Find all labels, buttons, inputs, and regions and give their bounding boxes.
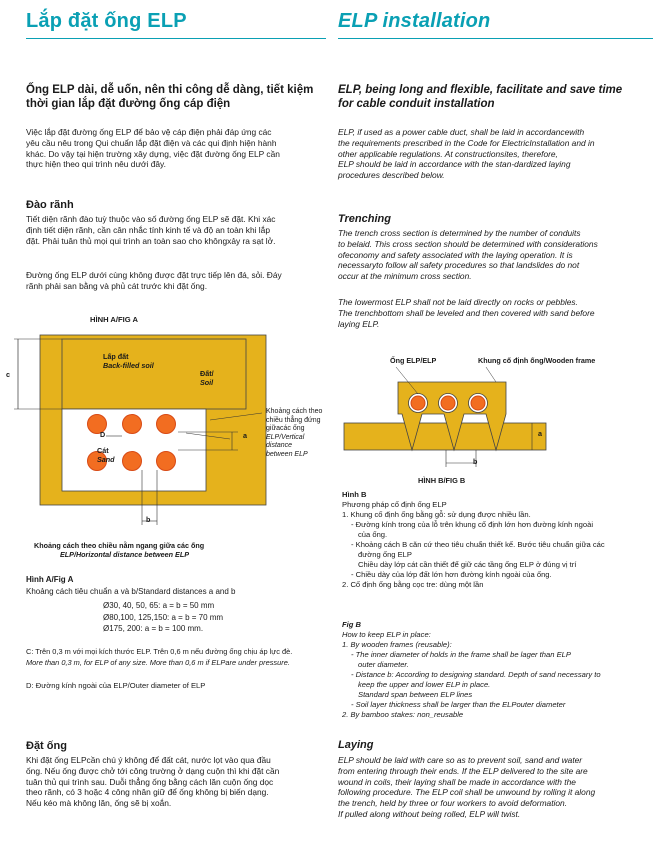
pipe	[123, 452, 142, 471]
right-title: ELP installation	[338, 10, 491, 32]
fig-a-desc: Khoảng cách tiêu chuẩn a và b/Standard distances a and b	[26, 587, 236, 596]
b-label: b	[146, 515, 151, 524]
pipe	[157, 415, 176, 434]
frame-pipe	[471, 396, 485, 410]
left-intro: Việc lắp đặt đường ống ELP để bảo vệ cáp điện phải đáp ứng các yêu cầu nêu trong Qui chuẩn lắp đặt điện và các qui định hiện hành khác. Do vậy tại hiện trường xây dựng, việc đặt đường ống ELP cần thực hiện theo qui trình nêu dưới đây.	[26, 127, 280, 170]
backfill-label: Lấp đất Back-filled soil	[103, 352, 154, 370]
fig-b-en-notes: Fig B How to keep ELP in place: 1. By wooden frames (reusable): - The inner diameter of holds in the frame shall be lager than ELP outer diameter. - Distance b: According to designing standard. Depth of sand necessary to keep the upper and lower ELP in place. Standard span between ELP lines - Soil layer thickness shall be larger than the ELPouter diameter 2. By bamboo stakes: non_reusable	[342, 620, 601, 719]
soil-label: Đất/ Soil	[200, 369, 214, 387]
fig-b-diagram	[336, 350, 566, 475]
standards-list: Ø30, 40, 50, 65: a = b = 50 mm Ø80,100, 125,150: a = b = 70 mm Ø175, 200: a = b = 100 mm.	[103, 601, 224, 633]
right-intro: ELP, if used as a power cable duct, shall be laid in accordancewith the requirements prescribed in the Code for ElectricInstallation and in other applicable regulations. At constructionsites, therefore, ELP should be laid in accordance with the stan-dardized laying procedures described below.	[338, 127, 595, 181]
left-laying-heading: Đặt ống	[26, 740, 67, 752]
left-title-rule	[26, 38, 326, 39]
left-title: Lắp đặt ống ELP	[26, 10, 187, 32]
note-c: C: Trên 0,3 m với mọi kích thước ELP. Trên 0,6 m nếu đường ống chịu áp lực đè. More than 0,3 m, for ELP of any size. More than 0,6 m if ELPare under pressure.	[26, 647, 293, 667]
fig-b-vi-notes: Hình B Phương pháp cố định ống ELP 1. Khung cố định ống bằng gỗ: sử dụng được nhiều lần. - Đường kính trong của lỗ trên khung cố định lớn hơn đường kính ngoài của ống. - Khoảng cách B căn cứ theo tiêu chuẩn thiết kế. Bước tiêu chuẩn giữa các đường ống ELP Chiều dày lớp cát cần thiết để giữ các tầng ống ELP ở đúng vị trí - Chiều dày của lớp đất lớn hơn đường kính ngoài của ống. 2. Cố định ống bằng cọc tre: dùng một lần	[342, 490, 605, 589]
right-laying-text: ELP should be laid with care so as to prevent soil, sand and water from entering through their ends. If the ELP delivered to the site are wound in coils, their laying shall be made in accordance with the following procedure. The ELP coil shall be unwound by rolling it along the trench, held by three or four workers to avoid deformation. If pulled along without being rolled, ELP will twist.	[338, 755, 596, 819]
fig-b-title: HÌNH B/FIG B	[418, 476, 466, 485]
vertical-distance-note: Khoảng cách theo chiều thẳng đứng giữacác ống ELP/Vertical distance between ELP	[266, 408, 323, 458]
pipe-label: Ống ELP/ELP	[390, 356, 437, 365]
fig-b-b-label: b	[473, 457, 478, 466]
left-subtitle: Ống ELP dài, dễ uốn, nên thi công dễ dàng, tiết kiệm thời gian lắp đặt đường ống cáp điện	[26, 84, 314, 110]
right-trench-heading: Trenching	[338, 213, 391, 225]
right-title-rule	[338, 38, 653, 39]
frame-pipe	[411, 396, 425, 410]
pipe	[123, 415, 142, 434]
fig-a-caption: Hình A/Fig A	[26, 575, 74, 584]
left-trench-text: Tiết diện rãnh đào tuỳ thuộc vào số đường ống ELP sẽ đặt. Khi xác định tiết diện rãnh, cần cân nhắc tính kinh tế và độ an toàn khi lắp đặt. Phải tuân thủ mọi qui trình an toàn sao cho khôngxảy ra sạt lở.	[26, 214, 276, 246]
left-laying-text: Khi đặt ống ELPcần chú ý không để đất cát, nước lọt vào qua đầu ống. Nếu ống được chở tới công trường ở dạng cuộn thì khi đặt cần tuân thủ qui trình sau. Duỗi thẳng ống bằng cách lăn cuộn ống dọc theo rãnh, có 3 hoặc 4 công nhân giữ để ống không bị biến dạng. Nếu kéo mà không lăn, ống sẽ bị xoắn.	[26, 755, 280, 809]
a-label: a	[243, 431, 247, 440]
right-trench-text-2: The lowermost ELP shall not be laid directly on rocks or pebbles. The trenchbottom shall be leveled and then covered with sand before laying ELP.	[338, 297, 595, 329]
backfill-area	[62, 339, 246, 409]
left-trench-heading: Đào rãnh	[26, 199, 74, 211]
frame-pipe	[441, 396, 455, 410]
horizontal-distance-note: Khoảng cách theo chiều nằm ngang giữa các ống ELP/Horizontal distance between ELP	[34, 541, 205, 559]
frame-label: Khung cố định ống/Wooden frame	[478, 356, 596, 365]
c-label: c	[6, 370, 10, 379]
fig-b-a-label: a	[538, 429, 542, 438]
right-trench-text: The trench cross section is determined by the number of conduits to belaid. This cross section should be determined with considerations ofeconomy and safety associated with the laying operation. It is necessaryto follow all safety procedures so that landslides do not occur at the minimum cross section.	[338, 228, 598, 282]
right-subtitle: ELP, being long and flexible, facilitate and save time for cable conduit installation	[338, 84, 623, 110]
d-label: D	[100, 430, 106, 439]
fig-a-title: HÌNH A/FIG A	[90, 315, 138, 324]
ground-strip	[344, 423, 546, 450]
note-d: D: Đường kính ngoài của ELP/Outer diameter of ELP	[26, 681, 206, 690]
right-laying-heading: Laying	[338, 739, 374, 751]
pipe	[157, 452, 176, 471]
sand-label: Cát Sand	[97, 446, 115, 464]
left-trench-text-2: Đường ống ELP dưới cùng không được đặt trực tiếp lên đá, sỏi. Đáy rãnh phải san bằng và phủ cát trước khi đặt ống.	[26, 270, 282, 291]
